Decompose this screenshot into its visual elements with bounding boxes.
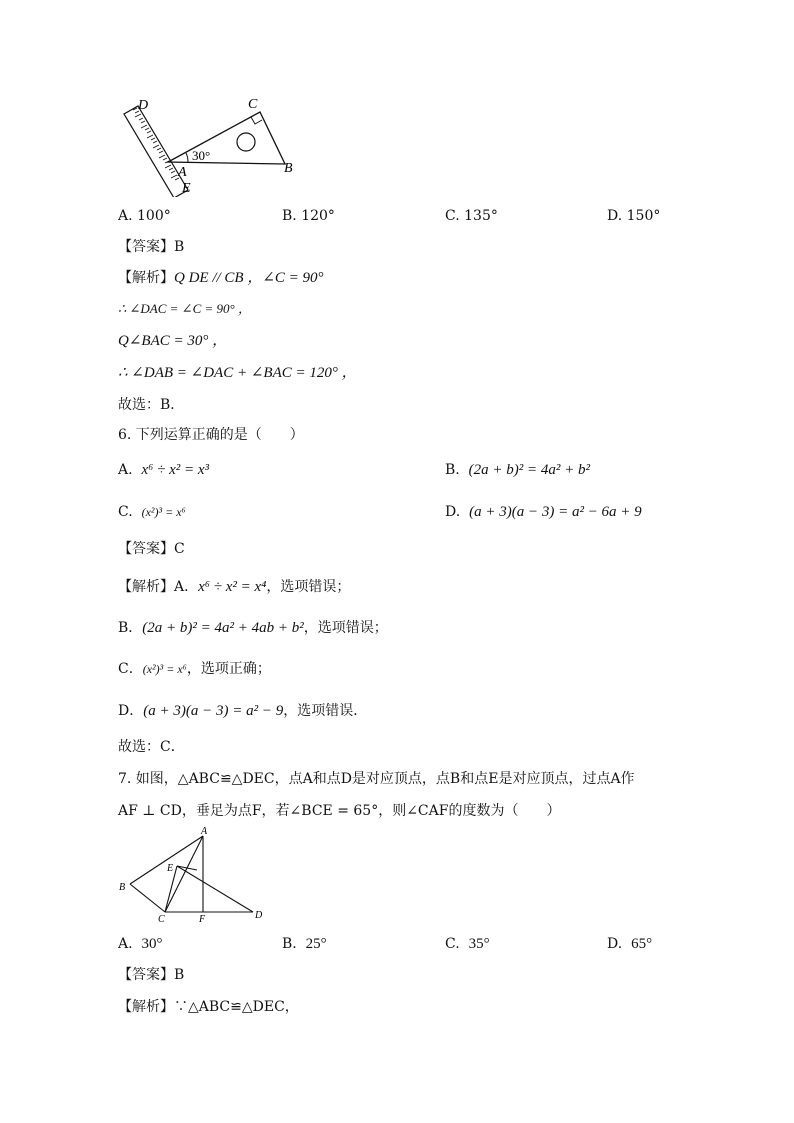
q6-answer: 【答案】C xyxy=(118,541,185,557)
q6-analysis-a: 【解析】A．x⁶ ÷ x² = x⁴，选项错误； xyxy=(118,579,351,595)
q7-option-d: D. 65° xyxy=(607,936,653,952)
q6-option-c: C. (x²)³ = x⁶ xyxy=(118,504,186,520)
q7-analysis-start: 【解析】∵△ABC≌△DEC， xyxy=(118,999,299,1015)
q6-analysis-d: D．(a + 3)(a − 3) = a² − 9，选项错误． xyxy=(118,703,368,719)
q6-stem: 6. 下列运算正确的是（ ） xyxy=(118,427,304,443)
q5-option-b: B. 120° xyxy=(282,208,335,224)
q6-analysis-c: C．(x²)³ = x⁶，选项正确； xyxy=(118,661,271,677)
q7-option-a: A. 30° xyxy=(118,936,163,952)
label-C: C xyxy=(158,914,165,925)
q5-analysis-line-2: ∴ ∠DAC = ∠C = 90° ， xyxy=(118,301,251,316)
label-A: A xyxy=(201,826,208,837)
q5-conclusion: 故选：B． xyxy=(118,397,185,413)
label-D: D xyxy=(255,910,263,921)
label-F: F xyxy=(199,914,206,925)
q5-answer: 【答案】B xyxy=(118,239,185,255)
q7-option-c: C. 35° xyxy=(445,936,490,952)
angle-arc xyxy=(186,153,188,162)
label-D: D xyxy=(138,98,149,113)
q5-analysis-line-4: ∴ ∠DAB = ∠DAC + ∠BAC = 120° ， xyxy=(118,365,357,381)
angle-label: 30° xyxy=(192,148,211,163)
q7-answer: 【答案】B xyxy=(118,967,185,983)
q7-option-b: B. 25° xyxy=(282,936,327,952)
q6-option-d: D. (a + 3)(a − 3) = a² − 6a + 9 xyxy=(445,504,642,520)
q7-figure xyxy=(115,822,275,927)
set-square xyxy=(168,112,285,164)
q5-figure xyxy=(110,92,310,197)
right-angle-mark xyxy=(251,117,262,124)
q6-analysis-b: B．(2a + b)² = 4a² + 4ab + b²，选项错误； xyxy=(118,620,388,636)
set-square-hole xyxy=(237,133,255,151)
q5-analysis-line-1: 【解析】Q DE // CB ，∠C = 90° xyxy=(118,270,324,286)
q5-option-c: C. 135° xyxy=(445,208,498,224)
q5-analysis-line-3: Q∠BAC = 30° ， xyxy=(118,333,228,349)
q5-option-d: D. 150° xyxy=(607,208,661,224)
q5-option-a: A. 100° xyxy=(118,208,171,224)
q6-option-b: B. (2a + b)² = 4a² + b² xyxy=(445,462,591,478)
q6-conclusion: 故选：C． xyxy=(118,739,185,755)
q7-stem-line-2: AF ⊥ CD，垂足为点F，若∠BCE = 65°，则∠CAF的度数为（ ） xyxy=(118,803,561,819)
q6-option-a: A. x⁶ ÷ x² = x³ xyxy=(118,462,210,478)
ruler xyxy=(124,106,188,197)
label-E: E xyxy=(182,181,191,196)
q7-stem-line-1: 7. 如图，△ABC≌△DEC，点A和点D是对应顶点，点B和点E是对应顶点，过点A作 xyxy=(118,771,635,787)
label-B: B xyxy=(284,161,293,176)
label-B: B xyxy=(119,882,126,893)
label-A: A xyxy=(178,165,187,180)
label-C: C xyxy=(248,97,258,112)
label-E: E xyxy=(167,863,174,874)
ruler-ticks xyxy=(133,108,179,180)
